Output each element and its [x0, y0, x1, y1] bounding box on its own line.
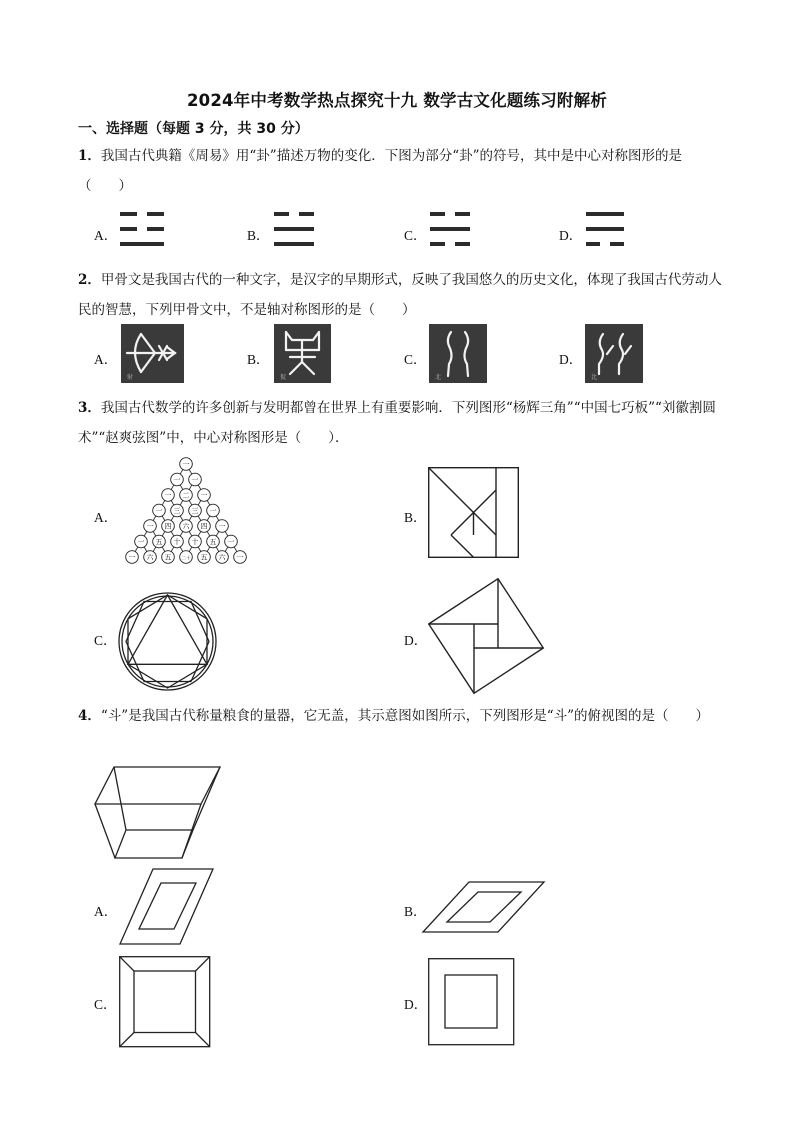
- question-stem: 我国古代数学的许多创新与发明都曾在世界上有重要影响．下列图形“杨辉三角”“中国七巧板”“刘徽割圆术”“赵爽弦图”中，中心对称图形是（ ）．: [78, 400, 716, 446]
- option-label-b: B．: [404, 510, 427, 525]
- yang-hui-triangle: [116, 456, 256, 568]
- zhao-shuang-chord-diagram: [428, 578, 544, 694]
- option-label-d: D．: [404, 633, 428, 648]
- option-label-a: A．: [94, 228, 118, 243]
- question-4-text: [78, 701, 728, 731]
- triangle-node-label: 六: [146, 553, 154, 562]
- top-view-option-c: [119, 956, 211, 1048]
- option-label-d: D．: [559, 352, 583, 367]
- option-label-b: B．: [404, 904, 427, 919]
- option-label-a: A．: [94, 904, 118, 919]
- triangle-node-label: 一: [155, 507, 163, 516]
- dou-measure-vessel: [94, 766, 222, 862]
- triangle-node-label: 三: [191, 507, 199, 516]
- triangle-node-label: 十: [191, 538, 199, 547]
- question-number: 3．: [78, 400, 101, 416]
- triangle-node-label: 一: [137, 538, 145, 547]
- option-label-b: B．: [247, 228, 270, 243]
- triangle-node-label: 一: [218, 522, 226, 531]
- oracle-glyph-a: [121, 324, 184, 383]
- question-number: 2．: [78, 272, 101, 288]
- section-heading: 一、选择题（每题 3 分，共 30 分）: [78, 121, 309, 137]
- triangle-node-label: 三: [173, 507, 181, 516]
- page-title: 2024年中考数学热点探究十九 数学古文化题练习附解析: [186, 91, 608, 110]
- glyph-caption: 比: [591, 374, 598, 381]
- question-2-text: [78, 265, 728, 325]
- hexagram-c: [430, 212, 470, 250]
- top-view-option-b: [422, 881, 545, 933]
- triangle-node-label: 二十: [181, 556, 191, 562]
- triangle-node-label: 四: [164, 522, 172, 531]
- question-3-text: [78, 393, 728, 453]
- question-number: 4．: [78, 708, 101, 724]
- triangle-node-label: 一: [146, 522, 154, 531]
- option-label-d: D．: [559, 228, 583, 243]
- question-number: 1．: [78, 148, 101, 164]
- option-label-a: A．: [94, 510, 118, 525]
- liu-hui-circle-division: [117, 591, 218, 692]
- glyph-caption: 射: [127, 374, 134, 381]
- triangle-node-label: 一: [182, 460, 190, 469]
- top-view-option-d: [428, 958, 515, 1046]
- option-label-a: A．: [94, 352, 118, 367]
- question-stem: “斗”是我国古代称量粮食的量器，它无盖，其示意图如图所示，下列图形是“斗”的俯视图的是（ ）: [100, 708, 710, 724]
- triangle-node-label: 六: [182, 522, 190, 531]
- triangle-node-label: 六: [218, 553, 226, 562]
- oracle-glyph-c: [429, 324, 487, 383]
- triangle-node-label: 一: [128, 553, 136, 562]
- option-label-c: C．: [404, 352, 427, 367]
- triangle-node-label: 一: [227, 538, 235, 547]
- hexagram-b: [274, 212, 314, 250]
- top-view-option-a: [119, 868, 214, 945]
- glyph-caption: 侃: [280, 374, 287, 381]
- triangle-node-label: 一: [200, 491, 208, 500]
- hexagram-d: [586, 212, 624, 250]
- triangle-node-label: 一: [164, 491, 172, 500]
- triangle-node-label: 五: [155, 538, 163, 547]
- oracle-glyph-b: [274, 324, 331, 383]
- question-stem: 我国古代典籍《周易》用“卦”描述万物的变化．下图为部分“卦”的符号，其中是中心对称图形的是（ ）: [78, 148, 683, 194]
- hexagram-a: [120, 212, 164, 250]
- triangle-node-label: 一: [191, 476, 199, 485]
- triangle-node-label: 一: [236, 553, 244, 562]
- triangle-node-label: 五: [209, 538, 217, 547]
- triangle-node-label: 二: [182, 491, 190, 500]
- triangle-node-label: 五: [200, 553, 208, 562]
- oracle-glyph-d: [585, 324, 643, 383]
- triangle-node-label: 一: [209, 507, 217, 516]
- triangle-node-label: 五: [164, 553, 172, 562]
- option-label-c: C．: [94, 997, 117, 1012]
- option-label-c: C．: [94, 633, 117, 648]
- option-label-c: C．: [404, 228, 427, 243]
- triangle-node-label: 十: [173, 538, 181, 547]
- option-label-b: B．: [247, 352, 270, 367]
- question-stem: 甲骨文是我国古代的一种文字，是汉字的早期形式，反映了我国悠久的历史文化，体现了我国古代劳动人民的智慧，下列甲骨文中，不是轴对称图形的是（ ）: [78, 272, 722, 318]
- option-label-d: D．: [404, 997, 428, 1012]
- tangram-figure: [428, 467, 519, 558]
- question-1-text: [78, 141, 728, 201]
- triangle-node-label: 一: [173, 476, 181, 485]
- glyph-caption: 北: [435, 374, 442, 381]
- triangle-node-label: 四: [200, 522, 208, 531]
